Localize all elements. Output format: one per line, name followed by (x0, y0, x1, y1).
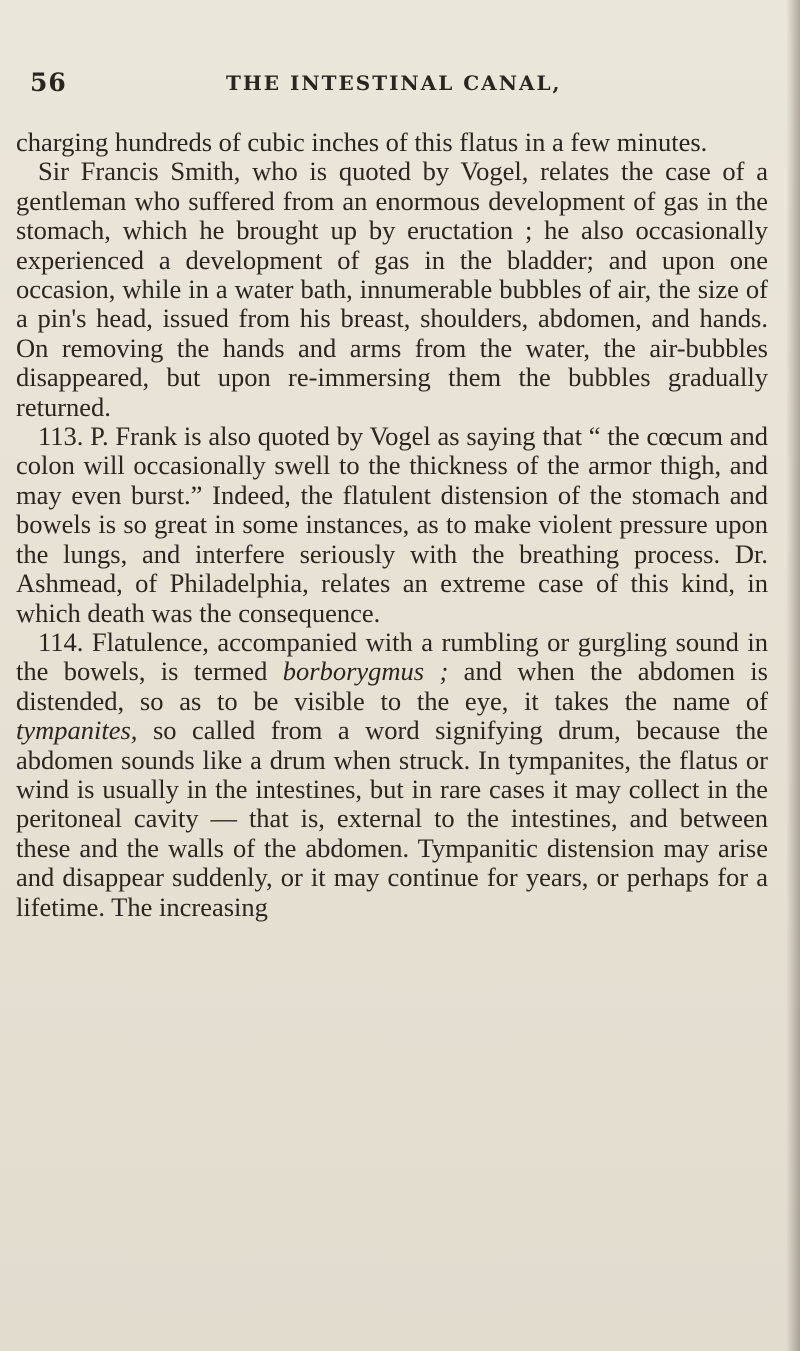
page-edge-shadow (786, 0, 800, 1351)
paragraph-114-text-c: so called from a word signifying drum, because the abdomen sounds like a drum when struck. In tympanites, the flatus or wind is usually in the intestines, but in rare cases it may collect in the peritoneal cavity — that is, external to the intestines, and between these and the walls of the abdomen. Tympanitic distension may arise and disappear suddenly, or it may continue for years, or perhaps for a lifetime. The increasing (16, 715, 768, 922)
paragraph-continuation: charging hundreds of cubic inches of this flatus in a few minutes. (16, 127, 708, 157)
term-borborygmus: borborygmus ; (282, 656, 449, 687)
paragraph-113: 113. P. Frank is also quoted by Vogel as saying that “ the cœcum and colon will occasionally swell to the thickness of the armor thigh, and may even burst.” Indeed, the flatulent distension of the stomach and bowels is so great in some instances, as to make violent pressure upon the lungs, and interfere seriously with the breathing process. Dr. Ashmead, of Philadelphia, relates an extreme case of this kind, in which death was the consequence. (16, 421, 768, 628)
body-text (16, 128, 768, 922)
paragraph-francis-smith: Sir Francis Smith, who is quoted by Vogel, relates the case of a gentleman who suffered from an enormous development of gas in the stomach, which he brought up by eructation ; he also occasionally experienced a development of gas in the bladder; and upon one occasion, while in a water bath, innumerable bubbles of air, the size of a pin's head, issued from his breast, shoulders, abdomen, and hands. On removing the hands and arms from the water, the air-bubbles disappeared, but upon re-immersing them the bubbles gradually returned. (16, 156, 768, 422)
paragraph-114 (16, 628, 768, 922)
term-tympanites: tympanites, (16, 715, 138, 746)
page-header (30, 68, 770, 104)
running-head: THE INTESTINAL CANAL, (226, 71, 562, 95)
page-number: 56 (30, 68, 67, 97)
paragraph-114-text-a: 114. Flatulence, accompanied with a rumbling or gurgling sound in the bowels, is termed (16, 626, 768, 687)
paragraph-114-text-b: and when the abdomen is distended, so as to be visible to the eye, it takes the name of (16, 656, 768, 716)
